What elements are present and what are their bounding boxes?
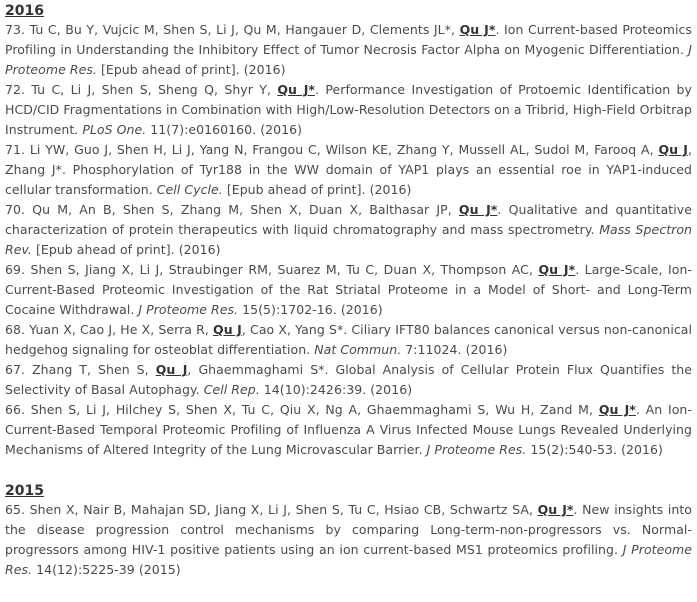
publication-68 [5, 320, 692, 360]
highlighted-author: Qu J [155, 362, 188, 377]
publication-72 [5, 80, 692, 140]
entry-number: 69. [5, 262, 31, 277]
entry-title: , Cao X, Yang S*. Ciliary IFT80 balances canonical versus non-canonical hedgehog signaling for osteoblat differentiation. [5, 322, 692, 357]
entry-citation: 14(12):5225-39 (2015) [32, 562, 181, 577]
entry-authors: Yuan X, Cao J, He X, Serra R, [29, 322, 214, 337]
entry-citation: [Epub ahead of print]. (2016) [96, 62, 286, 77]
publication-70 [5, 200, 692, 260]
entry-citation: 14(10):2426:39. (2016) [259, 382, 413, 397]
entry-journal: Nat Commun. [314, 342, 402, 357]
highlighted-author: Qu J* [458, 202, 498, 217]
entry-citation: [Epub ahead of print]. (2016) [31, 242, 221, 257]
publication-73 [5, 20, 692, 80]
highlighted-author: Qu J* [459, 22, 496, 37]
entry-number: 73. [5, 22, 30, 37]
entry-journal: J Proteome Res. [5, 42, 692, 77]
entry-journal: J Proteome Res. [5, 542, 692, 577]
entry-title: . Performance Investigation of Protoemic Identification by HCD/CID Fragmentations in Combination with High/Low-Resolution Detectors on a Tribrid, High-Field Orbitrap Instrument. [5, 82, 692, 137]
entry-number: 67. [5, 362, 33, 377]
highlighted-author: Qu J* [277, 82, 316, 97]
entry-journal: Mass Spectron Rev. [5, 222, 692, 257]
entry-authors: Li YW, Guo J, Shen H, Li J, Yang N, Frangou C, Wilson KE, Zhang Y, Mussell AL, Sudol M, Farooq A, [29, 142, 659, 157]
entry-citation: [Epub ahead of print]. (2016) [222, 182, 412, 197]
entry-journal: PLoS One. [82, 122, 147, 137]
entry-number: 71. [5, 142, 30, 157]
entry-title: , Ghaemmaghami S*. Global Analysis of Cellular Protein Flux Quantifies the Selectivity of Basal Autophagy. [5, 362, 693, 397]
entry-number: 72. [5, 82, 32, 97]
entry-citation: 7:11024. (2016) [401, 342, 508, 357]
highlighted-author: Qu J [213, 322, 242, 337]
publication-69 [5, 260, 692, 320]
entry-journal: Cell Cycle. [156, 182, 223, 197]
entry-citation: 15(2):540-53. (2016) [526, 442, 663, 457]
publication-65 [5, 500, 692, 580]
entry-authors: Qu M, An B, Shen S, Zhang M, Shen X, Duan X, Balthasar JP, [32, 202, 459, 217]
highlighted-author: Qu J* [537, 502, 574, 517]
publication-66 [5, 400, 692, 460]
entry-number: 65. [5, 502, 30, 517]
entry-title: . New insights into the disease progression control mechanisms by comparing Long-term-non-progressors vs. Normal-progressors among HIV-1 positive patients using an ion current-based MS1 proteomics profiling. [5, 502, 692, 557]
highlighted-author: Qu J* [538, 262, 576, 277]
entry-authors: Shen S, Jiang X, Li J, Straubinger RM, Suarez M, Tu C, Duan X, Thompson AC, [30, 262, 539, 277]
entry-title: . Qualitative and quantitative characterization of protein therapeutics with liquid chromatography and mass spectrometry. [5, 202, 692, 237]
publication-71 [5, 140, 692, 200]
entry-number: 66. [5, 402, 31, 417]
highlighted-author: Qu J* [598, 402, 636, 417]
entry-title: , Zhang J*. Phosphorylation of Tyr188 in the WW domain of YAP1 plays an essential roe in YAP1-induced cellular transformation. [5, 142, 692, 197]
entry-authors: Zhang T, Shen S, [32, 362, 156, 377]
entry-journal: J Proteome Res. [138, 302, 239, 317]
highlighted-author: Qu J [658, 142, 688, 157]
entry-authors: Shen S, Li J, Hilchey S, Shen X, Tu C, Qiu X, Ng A, Ghaemmaghami S, Wu H, Zand M, [30, 402, 599, 417]
entry-authors: Tu C, Li J, Shen S, Sheng Q, Shyr Y, [31, 82, 278, 97]
entry-authors: Shen X, Nair B, Mahajan SD, Jiang X, Li J, Shen S, Tu C, Hsiao CB, Schwartz SA, [29, 502, 538, 517]
entry-title: . Ion Current-based Proteomics Profiling in Understanding the Inhibitory Effect of Tumor Necrosis Factor Alpha on Myogenic Differentiation. [5, 22, 692, 57]
year-heading-2016: 2016 [5, 3, 44, 19]
entry-authors: Tu C, Bu Y, Vujcic M, Shen S, Li J, Qu M, Hangauer D, Clements JL*, [29, 22, 460, 37]
entry-number: 70. [5, 202, 33, 217]
entry-journal: Cell Rep. [203, 382, 260, 397]
entry-title: . Large-Scale, Ion-Current-Based Proteomic Investigation of the Rat Striatal Proteome in a Model of Short- and Long-Term Cocaine Withdrawal. [5, 262, 692, 317]
publication-list [0, 2, 697, 580]
entry-number: 68. [5, 322, 30, 337]
entry-journal: J Proteome Res. [426, 442, 527, 457]
publication-67 [5, 360, 692, 400]
entry-citation: 15(5):1702-16. (2016) [238, 302, 383, 317]
entry-title: . An Ion-Current-Based Temporal Proteomic Profiling of Influenza A Virus Infected Mouse Lungs Revealed Underlying Mechanisms of Altered Integrity of the Lung Microvascular Barrier. [5, 402, 692, 457]
entry-citation: 11(7):e0160160. (2016) [146, 122, 303, 137]
year-heading-2015: 2015 [5, 483, 44, 499]
